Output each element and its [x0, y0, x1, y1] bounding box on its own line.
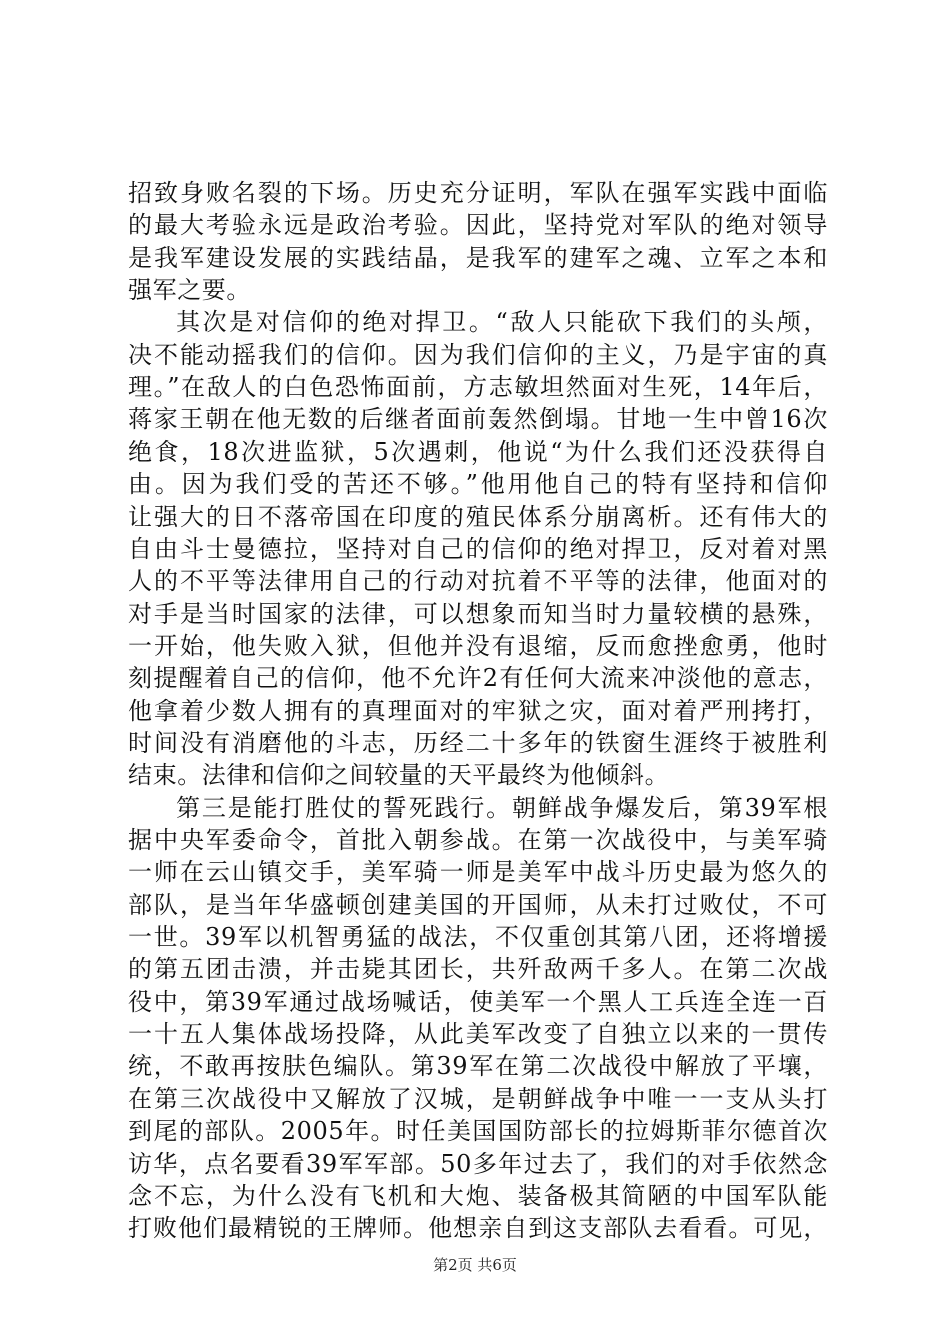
text-line: 在第三次战役中又解放了汉城，是朝鲜战争中唯一一支从头打	[128, 1084, 828, 1113]
text-line: 役中，第39军通过战场喊话，使美军一个黑人工兵连全连一百	[128, 987, 828, 1016]
text-line: 自由斗士曼德拉，坚持对自己的信仰的绝对捍卫，反对着对黑	[128, 534, 828, 563]
text-line: 决不能动摇我们的信仰。因为我们信仰的主义，乃是宇宙的真	[128, 340, 828, 369]
text-line: 绝食，18次进监狱，5次遇刺，他说“为什么我们还没获得自	[128, 437, 828, 466]
text-line: 是我军建设发展的实践结晶，是我军的建军之魂、立军之本和	[128, 243, 828, 272]
text-line: 到尾的部队。2005年。时任美国国防部长的拉姆斯菲尔德首次	[128, 1117, 828, 1146]
text-line: 念不忘，为什么没有飞机和大炮、装备极其简陋的中国军队能	[128, 1181, 828, 1210]
text-line: 一十五人集体战场投降，从此美军改变了自独立以来的一贯传	[128, 1020, 828, 1049]
text-line: 打败他们最精锐的王牌师。他想亲自到这支部队去看看。可见，	[128, 1214, 828, 1243]
text-line: 一开始，他失败入狱，但他并没有退缩，反而愈挫愈勇，他时	[128, 631, 828, 660]
text-line: 招致身败名裂的下场。历史充分证明，军队在强军实践中面临	[128, 179, 828, 207]
text-line: 刻提醒着自己的信仰，他不允许2有任何大流来冲淡他的意志，	[128, 664, 828, 693]
text-line: 部队，是当年华盛顿创建美国的开国师，从未打过败仗，不可	[128, 890, 828, 919]
text-line: 据中央军委命令，首批入朝参战。在第一次战役中，与美军骑	[128, 826, 828, 854]
text-line: 一世。39军以机智勇猛的战法，不仅重创其第八团，还将增援	[128, 923, 828, 952]
text-line: 第三是能打胜仗的誓死践行。朝鲜战争爆发后，第39军根	[176, 793, 828, 822]
text-line: 他拿着少数人拥有的真理面对的牢狱之灾，面对着严刑拷打，	[128, 696, 828, 725]
text-line: 对手是当时国家的法律，可以想象而知当时力量较横的悬殊，	[128, 599, 828, 628]
text-line: 的第五团击溃，并击毙其团长，共歼敌两千多人。在第二次战	[128, 955, 828, 984]
text-line: 理。”在敌人的白色恐怖面前，方志敏坦然面对生死，14年后，	[128, 373, 828, 402]
text-line: 由。因为我们受的苦还不够。”他用他自己的特有坚持和信仰	[128, 470, 828, 499]
text-line: 蒋家王朝在他无数的后继者面前轰然倒塌。甘地一生中曾16次	[128, 405, 828, 434]
page-footer: 第2页 共6页	[433, 1256, 517, 1274]
text-line: 访华，点名要看39军军部。50多年过去了，我们的对手依然念	[128, 1149, 828, 1178]
text-line: 的最大考验永远是政治考验。因此，坚持党对军队的绝对领导	[128, 211, 828, 240]
text-line: 强军之要。	[128, 276, 251, 305]
text-line: 一师在云山镇交手，美军骑一师是美军中战斗历史最为悠久的	[128, 858, 828, 887]
text-line: 统，不敢再按肤色编队。第39军在第二次战役中解放了平壤，	[128, 1052, 828, 1081]
text-line: 人的不平等法律用自己的行动对抗着不平等的法律，他面对的	[128, 567, 828, 596]
text-line: 时间没有消磨他的斗志，历经二十多年的铁窗生涯终于被胜利	[128, 728, 828, 757]
text-line: 其次是对信仰的绝对捍卫。“敌人只能砍下我们的头颅，	[176, 308, 828, 337]
text-line: 让强大的日不落帝国在印度的殖民体系分崩离析。还有伟大的	[128, 502, 828, 531]
text-line: 结束。法律和信仰之间较量的天平最终为他倾斜。	[128, 761, 670, 790]
